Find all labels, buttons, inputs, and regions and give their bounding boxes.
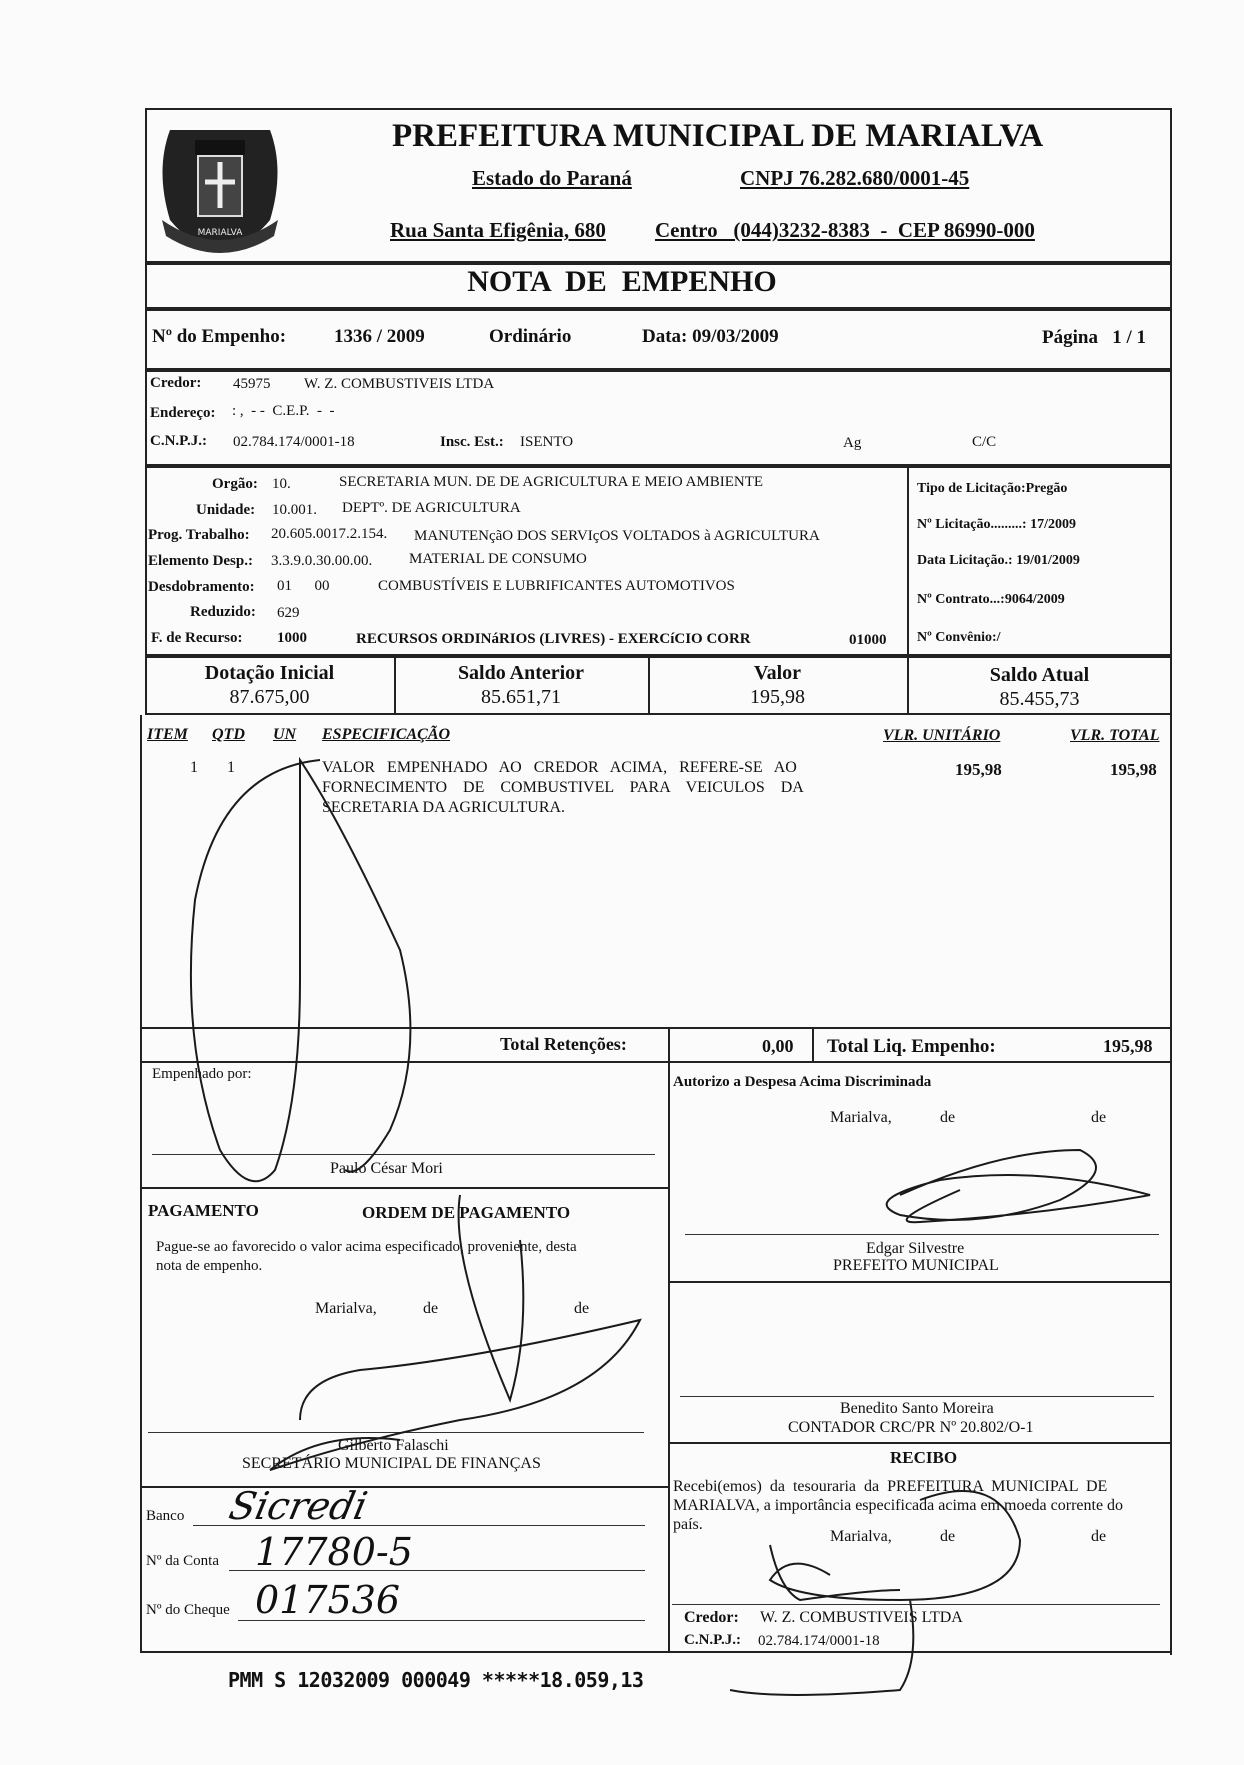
pagamento-texto2: nota de empenho. xyxy=(156,1258,263,1274)
recurso-num: 01000 xyxy=(849,632,887,648)
liquido-value: 195,98 xyxy=(1103,1036,1153,1056)
tipo-licitacao: Tipo de Licitação:Pregão xyxy=(917,481,1068,496)
col-qtd: QTD xyxy=(212,726,245,743)
col-especificacao: ESPECIFICAÇÃO xyxy=(322,726,451,743)
item-desc-line3: SECRETARIA DA AGRICULTURA. xyxy=(322,799,566,816)
desdobramento-cod: 01 00 xyxy=(277,578,330,594)
signature-prefeito xyxy=(887,1150,1150,1222)
recibo-title: RECIBO xyxy=(890,1448,958,1467)
prefeito-cargo: PREFEITO MUNICIPAL xyxy=(833,1257,999,1274)
banco-label: Banco xyxy=(146,1508,185,1524)
saldo-anterior-value: 85.651,71 xyxy=(481,686,561,708)
autorizo-local: Marialva, xyxy=(830,1109,892,1126)
dotacao-value: 87.675,00 xyxy=(229,686,310,708)
dotacao-label: Dotação Inicial xyxy=(204,662,335,684)
elemento-cod: 3.3.9.0.30.00.00. xyxy=(271,553,373,569)
empenhado-nome: Paulo César Mori xyxy=(330,1160,443,1177)
header-address-rest: Centro (044)3232-8383 - CEP 86990-000 xyxy=(655,218,1035,242)
col-item: ITEM xyxy=(147,726,188,743)
page-title: PREFEITURA MUNICIPAL DE MARIALVA xyxy=(392,118,1044,154)
numero-contrato: Nº Contrato...:9064/2009 xyxy=(917,592,1065,607)
reduzido-value: 629 xyxy=(277,605,300,621)
unidade-label: Unidade: xyxy=(196,502,256,518)
numero-convenio: Nº Convênio:/ xyxy=(917,630,1001,645)
credor-cnpj-label: C.N.P.J.: xyxy=(150,433,207,449)
prog-desc: MANUTENçãO DOS SERVIçOS VOLTADOS à AGRICULTURA xyxy=(414,528,820,544)
recibo-de1: de xyxy=(940,1528,956,1545)
recibo-texto1: Recebi(emos) da tesouraria da PREFEITURA MUNICIPAL DE xyxy=(673,1478,1108,1495)
reduzido-label: Reduzido: xyxy=(190,604,256,620)
credor-codigo: 45975 xyxy=(233,376,271,392)
empenho-numero: 1336 / 2009 xyxy=(334,326,425,347)
conta-corrente-label: C/C xyxy=(972,434,997,450)
recibo-cnpj: 02.784.174/0001-18 xyxy=(758,1633,880,1649)
recibo-local: Marialva, xyxy=(830,1528,892,1545)
ordem-pagamento-label: ORDEM DE PAGAMENTO xyxy=(362,1203,571,1222)
cheque-label: Nº do Cheque xyxy=(146,1602,230,1618)
col-un: UN xyxy=(273,726,297,743)
signature-empenhado xyxy=(191,760,411,1181)
autorizo-de1: de xyxy=(940,1109,956,1126)
desdobramento-label: Desdobramento: xyxy=(148,579,255,595)
empenho-numero-label: Nº do Empenho: xyxy=(152,326,287,347)
autorizo-de2: de xyxy=(1091,1109,1107,1126)
recurso-desc: RECURSOS ORDINáRIOS (LIVRES) - EXERCíCIO CORR xyxy=(356,631,751,647)
recibo-credor: W. Z. COMBUSTIVEIS LTDA xyxy=(760,1609,963,1626)
signature-recibo xyxy=(730,1491,1020,1695)
col-vlr-unitario: VLR. UNITÁRIO xyxy=(883,727,1001,744)
item-vlr-unitario: 195,98 xyxy=(955,760,1002,779)
recurso-label: F. de Recurso: xyxy=(151,630,243,646)
empenho-data: Data: 09/03/2009 xyxy=(642,326,779,347)
pagamento-de1: de xyxy=(423,1300,439,1317)
header-state: Estado do Paraná xyxy=(472,166,632,190)
credor-label: Credor: xyxy=(150,375,202,391)
empenho-tipo: Ordinário xyxy=(489,326,572,347)
prog-label: Prog. Trabalho: xyxy=(148,527,250,543)
pagamento-label: PAGAMENTO xyxy=(148,1201,259,1220)
item-desc-line1: VALOR EMPENHADO AO CREDOR ACIMA, REFERE-SE AO xyxy=(322,759,797,776)
saldo-atual-label: Saldo Atual xyxy=(989,664,1090,686)
recibo-texto3: país. xyxy=(673,1516,703,1533)
header-cnpj: CNPJ 76.282.680/0001-45 xyxy=(740,166,970,190)
recibo-credor-label: Credor: xyxy=(684,1609,739,1626)
item-vlr-total: 195,98 xyxy=(1110,760,1157,779)
valor-label: Valor xyxy=(753,662,802,684)
contador-nome: Benedito Santo Moreira xyxy=(840,1400,994,1417)
item-number: 1 xyxy=(190,759,198,776)
agencia-label: Ag xyxy=(843,435,862,451)
valor-value: 195,98 xyxy=(750,686,805,708)
unidade-desc: DEPTº. DE AGRICULTURA xyxy=(342,500,521,516)
recibo-texto2: MARIALVA, a importância especificada acima em moeda corrente do xyxy=(673,1497,1124,1514)
elemento-desc: MATERIAL DE CONSUMO xyxy=(409,551,587,567)
cheque-handwritten: 017536 xyxy=(255,1578,401,1622)
recibo-cnpj-label: C.N.P.J.: xyxy=(684,1632,741,1648)
empenhado-label: Empenhado por: xyxy=(152,1066,252,1082)
endereco-value: : , - - C.E.P. - - xyxy=(232,403,335,419)
col-vlr-total: VLR. TOTAL xyxy=(1070,727,1160,744)
credor-nome: W. Z. COMBUSTIVEIS LTDA xyxy=(304,376,495,392)
recibo-de2: de xyxy=(1091,1528,1107,1545)
saldo-atual-value: 85.455,73 xyxy=(999,688,1080,710)
doc-title: NOTA DE EMPENHO xyxy=(467,265,777,298)
desdobramento-desc: COMBUSTÍVEIS E LUBRIFICANTES AUTOMOTIVOS xyxy=(378,578,735,594)
signature-secretario xyxy=(270,1195,640,1470)
retencoes-value: 0,00 xyxy=(762,1036,794,1056)
recurso-cod: 1000 xyxy=(277,630,307,646)
coat-of-arms-icon xyxy=(150,110,290,258)
prefeito-nome: Edgar Silvestre xyxy=(866,1240,965,1257)
insc-est-label: Insc. Est.: xyxy=(440,434,504,450)
retencoes-label: Total Retenções: xyxy=(500,1034,627,1054)
conta-handwritten: 17780-5 xyxy=(255,1530,413,1574)
banco-handwritten: Sicredi xyxy=(225,1484,372,1528)
item-desc-line2: FORNECIMENTO DE COMBUSTIVEL PARA VEICULOS DA xyxy=(322,779,804,796)
footer-stamp: PMM S 12032009 000049 *****18.059,13 xyxy=(228,1668,644,1692)
credor-cnpj: 02.784.174/0001-18 xyxy=(233,434,355,450)
header-address-street: Rua Santa Efigênia, 680 xyxy=(390,218,606,242)
data-licitacao: Data Licitação.: 19/01/2009 xyxy=(917,553,1080,568)
insc-est-value: ISENTO xyxy=(520,434,574,450)
autorizo-label: Autorizo a Despesa Acima Discriminada xyxy=(673,1074,932,1090)
item-qtd: 1 xyxy=(227,759,235,776)
elemento-label: Elemento Desp.: xyxy=(148,553,253,569)
prog-cod: 20.605.0017.2.154. xyxy=(271,526,388,542)
coat-of-arms-text: MARIALVA xyxy=(197,228,243,238)
conta-label: Nº da Conta xyxy=(146,1553,219,1569)
secretario-cargo: SECRETÁRIO MUNICIPAL DE FINANÇAS xyxy=(242,1455,541,1472)
orgao-cod: 10. xyxy=(272,476,291,492)
endereco-label: Endereço: xyxy=(150,405,216,421)
unidade-cod: 10.001. xyxy=(272,502,317,518)
orgao-desc: SECRETARIA MUN. DE DE AGRICULTURA E MEIO AMBIENTE xyxy=(339,474,764,490)
pagamento-de2: de xyxy=(574,1300,590,1317)
saldo-anterior-label: Saldo Anterior xyxy=(457,662,585,684)
orgao-label: Orgão: xyxy=(212,476,258,492)
liquido-label: Total Liq. Empenho: xyxy=(827,1036,996,1057)
contador-cargo: CONTADOR CRC/PR Nº 20.802/O-1 xyxy=(788,1419,1034,1436)
pagamento-texto1: Pague-se ao favorecido o valor acima especificado, proveniente, desta xyxy=(156,1239,577,1255)
secretario-nome: Gilberto Falaschi xyxy=(338,1437,449,1454)
empenho-pagina: Página 1 / 1 xyxy=(1042,327,1146,348)
pagamento-local: Marialva, xyxy=(315,1300,377,1317)
numero-licitacao: Nº Licitação.........: 17/2009 xyxy=(917,517,1076,532)
